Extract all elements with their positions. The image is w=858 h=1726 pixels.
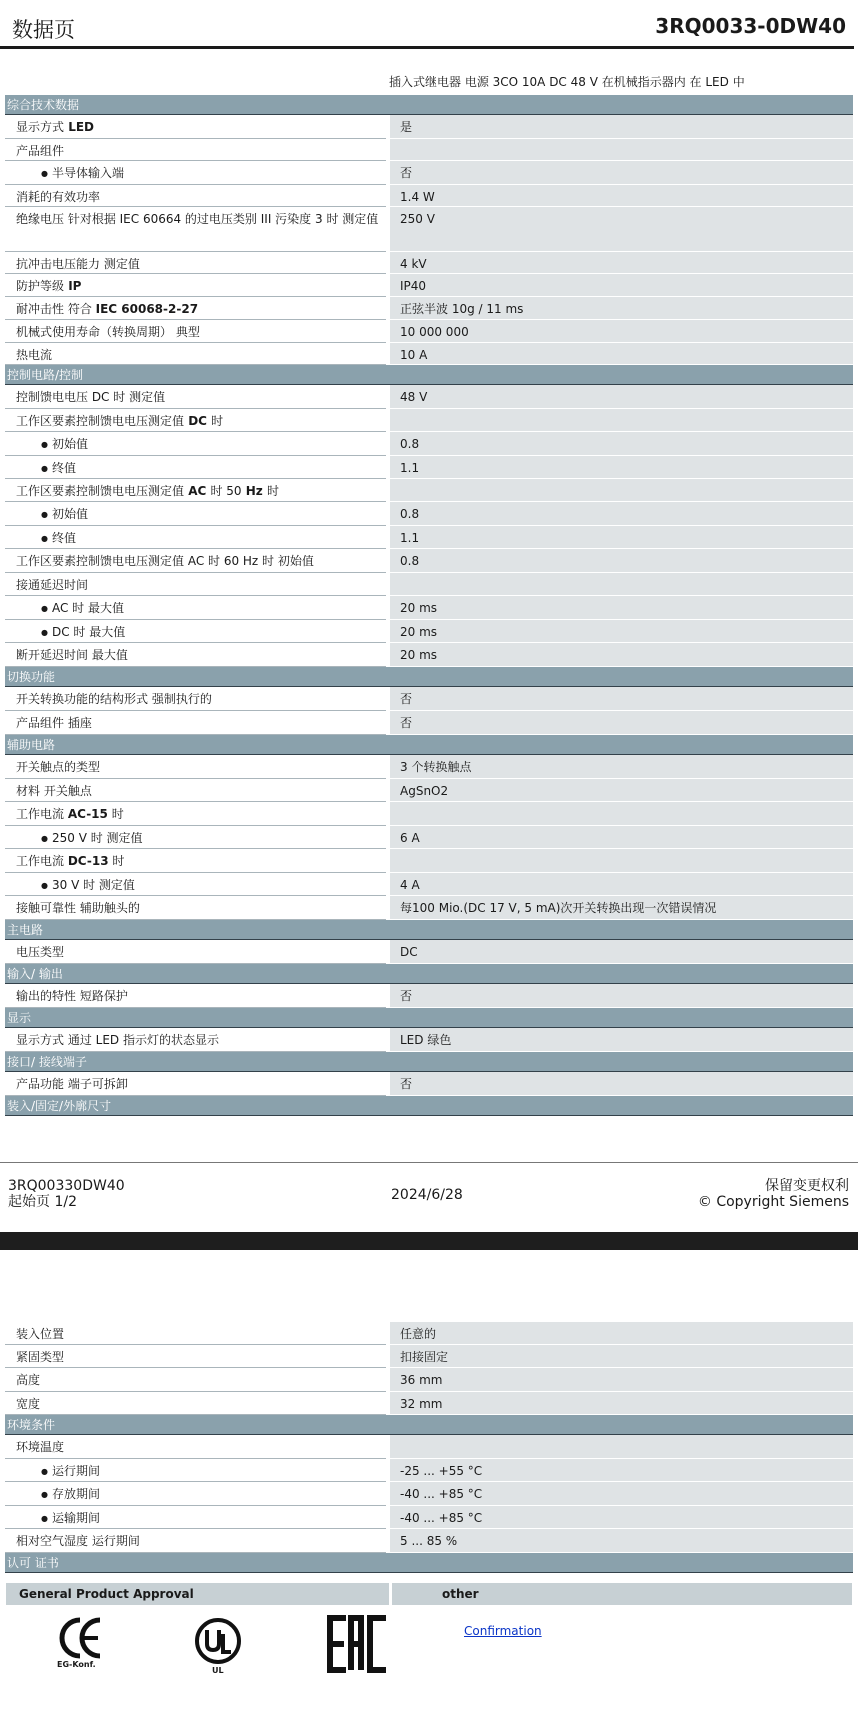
- spec-row: [5, 320, 853, 343]
- spec-row: [5, 596, 853, 620]
- spec-row: [5, 161, 853, 185]
- spec-label: ● 运行期间: [5, 1459, 386, 1482]
- section-header: 辅助电路: [5, 735, 853, 755]
- spec-label: 抗冲击电压能力 测定值: [5, 252, 386, 274]
- section-header: 显示: [5, 1008, 853, 1028]
- spec-label: 材料 开关触点: [5, 779, 386, 802]
- ce-caption: EG-Konf.: [57, 1660, 96, 1669]
- spec-value: DC: [390, 940, 853, 964]
- spec-label: ● 运输期间: [5, 1506, 386, 1529]
- spec-row: [5, 409, 853, 432]
- spec-table-page-2: [5, 1322, 853, 1573]
- spec-row: [5, 1028, 853, 1052]
- spec-value: 4 A: [390, 873, 853, 896]
- section-header: 主电路: [5, 920, 853, 940]
- footer-copyright: © Copyright Siemens: [697, 1194, 849, 1210]
- spec-row: [5, 207, 853, 252]
- page-header: [0, 0, 854, 49]
- spec-label: 显示方式 LED: [5, 115, 386, 139]
- spec-value: 20 ms: [390, 643, 853, 667]
- spec-label: 产品组件: [5, 139, 386, 161]
- approval-table-header: [6, 1583, 852, 1605]
- spec-row: [5, 940, 853, 964]
- spec-label: ● 终值: [5, 526, 386, 549]
- spec-value: 1.4 W: [390, 185, 853, 207]
- spec-row: [5, 432, 853, 456]
- spec-row: [5, 526, 853, 549]
- header-product-number: 3RQ0033-0DW40: [655, 14, 846, 38]
- approval-col-general: General Product Approval: [19, 1587, 194, 1601]
- spec-label: 输出的特性 短路保护: [5, 984, 386, 1008]
- spec-value: 48 V: [390, 385, 853, 409]
- section-header: 切换功能: [5, 667, 853, 687]
- spec-value: [390, 409, 853, 432]
- spec-label: ● 250 V 时 测定值: [5, 826, 386, 849]
- spec-value: 3 个转换触点: [390, 755, 853, 779]
- spec-label: ● DC 时 最大值: [5, 620, 386, 643]
- spec-row: [5, 1529, 853, 1553]
- spec-value: 正弦半波 10g / 11 ms: [390, 297, 853, 320]
- spec-row: [5, 456, 853, 479]
- section-header: 装入/固定/外廓尺寸: [5, 1096, 853, 1116]
- spec-value: 0.8: [390, 502, 853, 526]
- spec-value: 否: [390, 687, 853, 711]
- spec-value: 每100 Mio.(DC 17 V, 5 mA)次开关转换出现一次错误情况: [390, 896, 853, 920]
- section-header: 接口/ 接线端子: [5, 1052, 853, 1072]
- ul-mark-icon: [197, 1620, 239, 1662]
- spec-value: 0.8: [390, 432, 853, 456]
- page-footer: [0, 1162, 858, 1223]
- spec-value: 1.1: [390, 456, 853, 479]
- spec-row: [5, 802, 853, 826]
- section-header: 输入/ 输出: [5, 964, 853, 984]
- spec-row: [5, 1368, 853, 1392]
- spec-label: ● 初始值: [5, 432, 386, 456]
- spec-label: 热电流: [5, 343, 386, 365]
- spec-value: 1.1: [390, 526, 853, 549]
- header-title: 数据页: [12, 18, 75, 42]
- spec-row: [5, 643, 853, 667]
- spec-label: 防护等级 IP: [5, 274, 386, 297]
- spec-label: 绝缘电压 针对根据 IEC 60664 的过电压类别 III 污染度 3 时 测定值: [5, 207, 386, 252]
- spec-label: 电压类型: [5, 940, 386, 964]
- spec-label: 紧固类型: [5, 1345, 386, 1368]
- spec-value: 6 A: [390, 826, 853, 849]
- spec-row: [5, 1345, 853, 1368]
- spec-value: -25 ... +55 °C: [390, 1459, 853, 1482]
- spec-row: [5, 755, 853, 779]
- spec-value: [390, 139, 853, 161]
- spec-label: 机械式使用寿命（转换周期） 典型: [5, 320, 386, 343]
- spec-value: [390, 479, 853, 502]
- spec-value: [390, 849, 853, 873]
- spec-label: 高度: [5, 1368, 386, 1392]
- spec-label: 环境温度: [5, 1435, 386, 1459]
- spec-label: 产品组件 插座: [5, 711, 386, 735]
- spec-value: -40 ... +85 °C: [390, 1506, 853, 1529]
- spec-value: 10 A: [390, 343, 853, 365]
- confirmation-link[interactable]: Confirmation: [464, 1624, 542, 1638]
- spec-value: 20 ms: [390, 620, 853, 643]
- spec-value: 250 V: [390, 207, 853, 252]
- spec-row: [5, 711, 853, 735]
- spec-value: 10 000 000: [390, 320, 853, 343]
- spec-value: 否: [390, 1072, 853, 1096]
- spec-label: ● 30 V 时 测定值: [5, 873, 386, 896]
- spec-row: [5, 1506, 853, 1529]
- datasheet-page-2: [0, 1248, 858, 1726]
- spec-row: [5, 252, 853, 274]
- spec-row: [5, 185, 853, 207]
- spec-value: 扣接固定: [390, 1345, 853, 1368]
- spec-row: [5, 115, 853, 139]
- spec-row: [5, 343, 853, 365]
- spec-label: 开关转换功能的结构形式 强制执行的: [5, 687, 386, 711]
- spec-row: [5, 984, 853, 1008]
- spec-row: [5, 1459, 853, 1482]
- approval-logos: [0, 1610, 858, 1700]
- spec-value: 5 ... 85 %: [390, 1529, 853, 1553]
- spec-row: [5, 896, 853, 920]
- spec-row: [5, 873, 853, 896]
- spec-label: 装入位置: [5, 1322, 386, 1345]
- spec-value: 4 kV: [390, 252, 853, 274]
- spec-label: 控制馈电电压 DC 时 测定值: [5, 385, 386, 409]
- spec-value: 是: [390, 115, 853, 139]
- spec-label: ● 终值: [5, 456, 386, 479]
- spec-row: [5, 139, 853, 161]
- spec-label: 耐冲击性 符合 IEC 60068-2-27: [5, 297, 386, 320]
- spec-value: 20 ms: [390, 596, 853, 620]
- spec-label: 工作电流 DC-13 时: [5, 849, 386, 873]
- spec-label: 断开延迟时间 最大值: [5, 643, 386, 667]
- spec-row: [5, 1322, 853, 1345]
- spec-label: 开关触点的类型: [5, 755, 386, 779]
- spec-label: 宽度: [5, 1392, 386, 1415]
- section-header: 综合技术数据: [5, 95, 853, 115]
- spec-row: [5, 1072, 853, 1096]
- spec-label: 工作区要素控制馈电电压测定值 AC 时 60 Hz 时 初始值: [5, 549, 386, 573]
- spec-row: [5, 502, 853, 526]
- spec-row: [5, 1482, 853, 1506]
- spec-row: [5, 479, 853, 502]
- product-description: 插入式继电器 电源 3CO 10A DC 48 V 在机械指示器内 在 LED 中: [389, 75, 745, 89]
- footer-rights: 保留变更权利: [765, 1178, 849, 1194]
- logo-strip: [0, 1610, 858, 1700]
- footer-page-number: 起始页 1/2: [8, 1194, 77, 1210]
- spec-label: 接通延迟时间: [5, 573, 386, 596]
- spec-row: [5, 573, 853, 596]
- spec-value: [390, 573, 853, 596]
- spec-label: ● 半导体输入端: [5, 161, 386, 185]
- spec-value: 36 mm: [390, 1368, 853, 1392]
- spec-value: AgSnO2: [390, 779, 853, 802]
- section-header: 环境条件: [5, 1415, 853, 1435]
- spec-value: 任意的: [390, 1322, 853, 1345]
- spec-row: [5, 274, 853, 297]
- section-header: 认可 证书: [5, 1553, 853, 1573]
- spec-table-page-1: [5, 95, 853, 1116]
- spec-label: 产品功能 端子可拆卸: [5, 1072, 386, 1096]
- ce-mark-icon: [62, 1620, 100, 1656]
- spec-row: [5, 826, 853, 849]
- spec-row: [5, 297, 853, 320]
- spec-label: ● 存放期间: [5, 1482, 386, 1506]
- spec-label: ● AC 时 最大值: [5, 596, 386, 620]
- spec-value: IP40: [390, 274, 853, 297]
- spec-value: LED 绿色: [390, 1028, 853, 1052]
- spec-value: 否: [390, 711, 853, 735]
- spec-label: 消耗的有效功率: [5, 185, 386, 207]
- spec-value: 否: [390, 161, 853, 185]
- spec-label: 工作区要素控制馈电电压测定值 DC 时: [5, 409, 386, 432]
- approval-col-other: other: [442, 1587, 479, 1601]
- spec-value: 0.8: [390, 549, 853, 573]
- spec-label: 工作电流 AC-15 时: [5, 802, 386, 826]
- spec-row: [5, 620, 853, 643]
- spec-label: 接触可靠性 辅助触头的: [5, 896, 386, 920]
- spec-value: [390, 802, 853, 826]
- spec-row: [5, 549, 853, 573]
- spec-value: 32 mm: [390, 1392, 853, 1415]
- ul-caption: UL: [212, 1666, 224, 1675]
- spec-row: [5, 1392, 853, 1415]
- footer-date: 2024/6/28: [391, 1187, 463, 1203]
- spec-value: 否: [390, 984, 853, 1008]
- spec-value: -40 ... +85 °C: [390, 1482, 853, 1506]
- spec-row: [5, 687, 853, 711]
- spec-row: [5, 849, 853, 873]
- section-header: 控制电路/控制: [5, 365, 853, 385]
- spec-value: [390, 1435, 853, 1459]
- spec-row: [5, 1435, 853, 1459]
- footer-order-number: 3RQ00330DW40: [8, 1178, 125, 1194]
- spec-row: [5, 779, 853, 802]
- spec-label: 相对空气湿度 运行期间: [5, 1529, 386, 1553]
- spec-label: 显示方式 通过 LED 指示灯的状态显示: [5, 1028, 386, 1052]
- eac-mark-icon: [330, 1618, 386, 1670]
- spec-row: [5, 385, 853, 409]
- spec-label: ● 初始值: [5, 502, 386, 526]
- spec-label: 工作区要素控制馈电电压测定值 AC 时 50 Hz 时: [5, 479, 386, 502]
